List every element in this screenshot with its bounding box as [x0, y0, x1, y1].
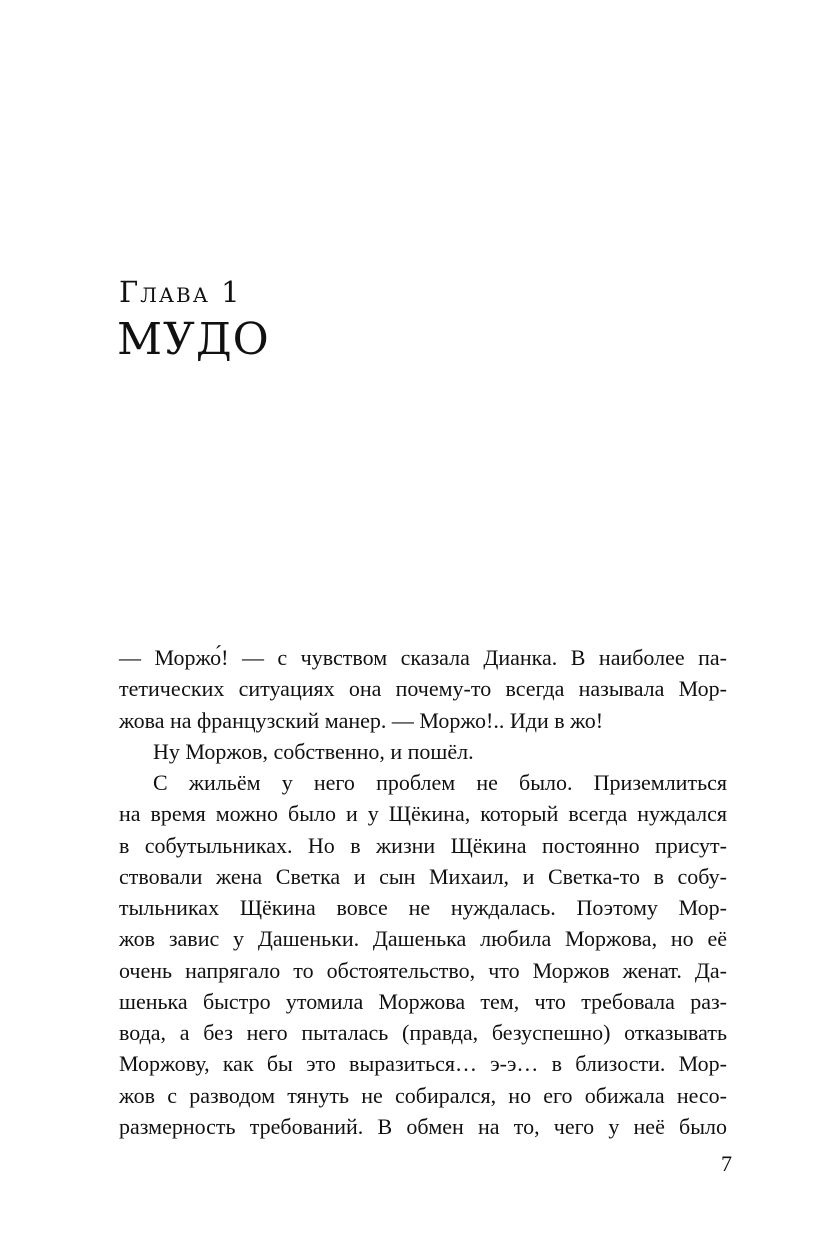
text-line: вода, а без него пыталась (правда, безуспешно) отказывать: [119, 1020, 727, 1045]
text-line: — Моржо́! — с чувством сказала Дианка. В наиболее па-: [119, 645, 727, 670]
body-text: [119, 642, 727, 1142]
chapter-label: Глава 1: [119, 275, 242, 309]
text-line: ствовали жена Светка и сын Михаил, и Светка-то в собу-: [119, 863, 727, 889]
text-line: на время можно было и у Щёкина, который всегда нуждался: [119, 801, 727, 827]
chapter-title: МУДО: [117, 314, 270, 365]
text-line: жов завис у Дашеньки. Дашенька любила Моржова, но её: [119, 926, 727, 952]
text-line: жова на французский манер. — Моржо!.. Иди в жо!: [119, 707, 604, 733]
text-line: в собутыльниках. Но в жизни Щёкина постоянно присут-: [119, 832, 727, 858]
text-line: Моржову, как бы это выразиться… э-э… в близости. Мор-: [119, 1051, 727, 1077]
text-line: размерность требований. В обмен на то, чего у неё было: [119, 1113, 727, 1139]
text-line: тетических ситуациях она почему-то всегда называла Мор-: [119, 676, 727, 702]
text-line: очень напрягало то обстоятельство, что Моржов женат. Да-: [119, 957, 727, 983]
text-line: С жильём у него проблем не было. Приземлиться: [153, 770, 727, 795]
page-number: 7: [721, 1151, 732, 1176]
text-line: шенька быстро утомила Моржова тем, что требовала раз-: [119, 988, 727, 1014]
text-line: тыльниках Щёкина вовсе не нуждалась. Поэтому Мор-: [119, 895, 727, 920]
text-line: Ну Моржов, собственно, и пошёл.: [153, 738, 474, 764]
text-line: жов с разводом тянуть не собирался, но его обижала несо-: [119, 1082, 727, 1108]
